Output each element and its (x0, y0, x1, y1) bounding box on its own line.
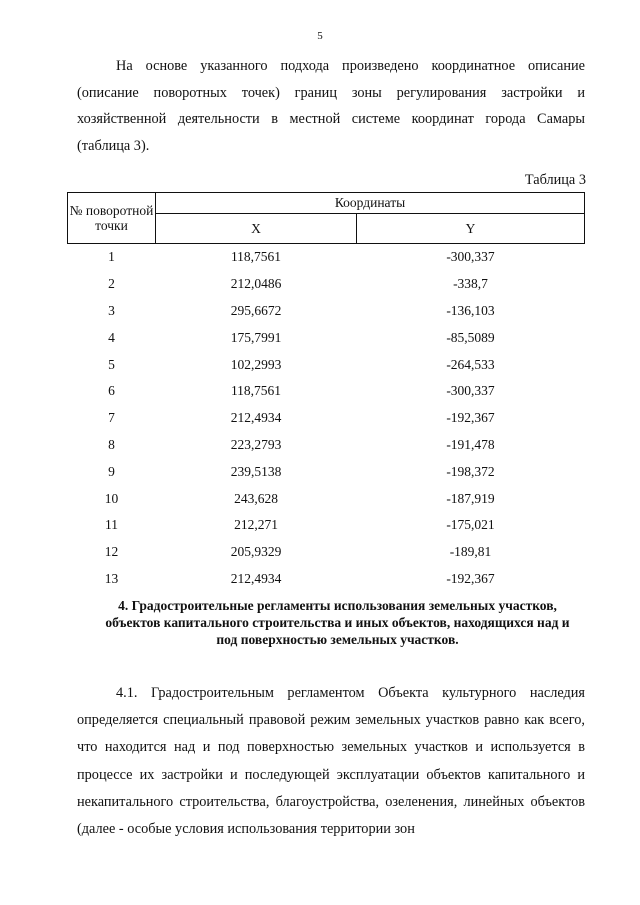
cell-x: 212,0486 (230, 276, 282, 292)
table-row (68, 512, 585, 539)
table-row (68, 298, 585, 325)
coordinates-table (67, 192, 585, 592)
cell-x: 243,628 (234, 490, 278, 506)
section-title: 4. Градостроительные регламенты использования земельных участков, объектов капитального строительства и иных объектов, находящихся над и под поверхностью земельных участков. (105, 598, 570, 647)
intro-paragraph: На основе указанного подхода произведено координатное описание (описание поворотных точек) границ зоны регулирования застройки и хозяйственной деятельности в местной системе координат города Самары (таблица 3). (77, 58, 585, 154)
cell-y: -264,533 (446, 356, 495, 372)
cell-y: -187,919 (446, 490, 495, 506)
header-point-number: № поворотной точки (68, 193, 156, 244)
table-row (68, 351, 585, 378)
table-row (68, 485, 585, 512)
table-row (68, 244, 585, 271)
cell-point-number: 5 (108, 356, 115, 372)
table-row (68, 378, 585, 405)
section-paragraph: 4.1. Градостроительным регламентом Объекта культурного наследия определяется специальный правовой режим земельных участков равно как всего, что находится над и под поверхностью земельных участков и используется в процессе их застройки и последующей эксплуатации объектов капитального и некапитального строительства, благоустройства, озеленения, линейных объектов (далее - особые условия использования территории зон (77, 685, 585, 838)
cell-x: 212,271 (234, 517, 278, 533)
table-row (68, 539, 585, 566)
cell-y: -192,367 (446, 570, 495, 586)
cell-y: -85,5089 (446, 329, 495, 345)
cell-point-number: 6 (108, 383, 115, 399)
cell-x: 118,7561 (230, 249, 282, 265)
cell-y: -191,478 (446, 436, 495, 452)
cell-point-number: 1 (108, 249, 115, 265)
cell-x: 239,5138 (230, 463, 282, 479)
cell-x: 205,9329 (230, 544, 282, 560)
page-number: 5 (317, 30, 323, 42)
cell-y: -189,81 (449, 544, 492, 560)
table-row (68, 405, 585, 432)
header-y: Y (357, 214, 585, 244)
cell-point-number: 13 (104, 570, 119, 586)
cell-y: -192,367 (446, 410, 495, 426)
table-row (68, 432, 585, 459)
header-x: X (156, 214, 357, 244)
cell-point-number: 4 (108, 329, 115, 345)
header-coordinates: Координаты (156, 193, 585, 214)
cell-point-number: 12 (104, 544, 119, 560)
cell-x: 212,4934 (230, 570, 282, 586)
cell-point-number: 11 (105, 517, 118, 533)
cell-x: 118,7561 (230, 383, 282, 399)
cell-x: 175,7991 (230, 329, 282, 345)
table-row (68, 458, 585, 485)
cell-y: -175,021 (446, 517, 495, 533)
table-row (68, 271, 585, 298)
cell-x: 212,4934 (230, 410, 282, 426)
cell-point-number: 2 (108, 276, 115, 292)
table-row (68, 324, 585, 351)
cell-point-number: 8 (108, 436, 115, 452)
table-row (68, 566, 585, 593)
cell-y: -136,103 (446, 302, 495, 318)
cell-x: 102,2993 (230, 356, 282, 372)
cell-point-number: 3 (108, 302, 115, 318)
cell-y: -338,7 (453, 276, 488, 292)
cell-point-number: 9 (108, 463, 115, 479)
cell-y: -300,337 (446, 383, 495, 399)
cell-point-number: 7 (108, 410, 115, 426)
cell-x: 223,2793 (230, 436, 282, 452)
cell-point-number: 10 (104, 490, 119, 506)
cell-y: -300,337 (446, 249, 495, 265)
cell-x: 295,6672 (230, 302, 282, 318)
cell-y: -198,372 (446, 463, 495, 479)
table-caption: Таблица 3 (524, 172, 586, 188)
